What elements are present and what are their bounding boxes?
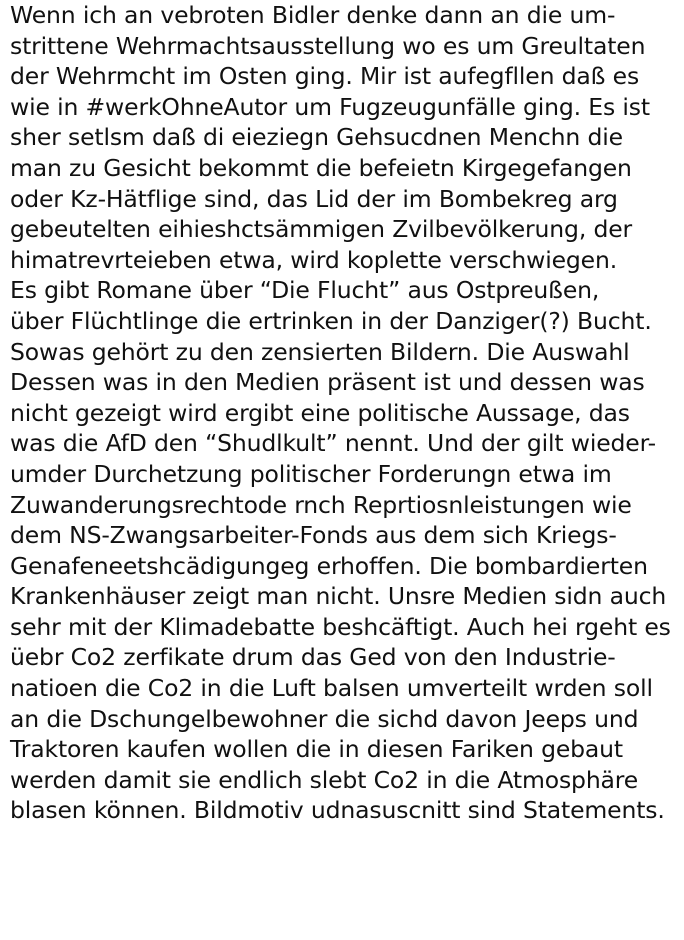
text-line: man zu Gesicht bekommt die befeietn Kirgegefangen bbox=[10, 153, 632, 182]
text-line: der Wehrmcht im Osten ging. Mir ist aufegfllen daß es bbox=[10, 62, 640, 91]
text-line: natioen die Co2 in die Luft balsen umverteilt wrden soll bbox=[10, 674, 653, 703]
text-line: oder Kz-Hätflige sind, das Lid der im Bombekreg arg bbox=[10, 184, 618, 213]
text-line: Sowas gehört zu den zensierten Bildern. Die Auswahl bbox=[10, 337, 630, 366]
text-line: sehr mit der Klimadebatte beshcäftigt. Auch hei rgeht es bbox=[10, 612, 671, 641]
text-line: gebeutelten eihieshctsämmigen Zvilbevölkerung, der bbox=[10, 215, 633, 244]
text-line: über Flüchtlinge die ertrinken in der Danziger(?) Bucht. bbox=[10, 306, 652, 335]
body-text bbox=[10, 0, 680, 826]
text-line: sher setlsm daß di eieziegn Gehsucdnen Menchn die bbox=[10, 123, 623, 152]
text-line: üebr Co2 zerfikate drum das Ged von den Industrie- bbox=[10, 643, 616, 672]
text-line: dem NS-Zwangsarbeiter-Fonds aus dem sich Kriegs- bbox=[10, 521, 617, 550]
text-line: Zuwanderungsrechtode rnch Reprtiosnleistungen wie bbox=[10, 490, 632, 519]
text-line: wie in #werkOhneAutor um Fugzeugunfälle ging. Es ist bbox=[10, 92, 650, 121]
text-line: an die Dschungelbewohner die sichd davon Jeeps und bbox=[10, 704, 639, 733]
text-line: Krankenhäuser zeigt man nicht. Unsre Medien sidn auch bbox=[10, 582, 667, 611]
text-line: nicht gezeigt wird ergibt eine politische Aussage, das bbox=[10, 398, 630, 427]
text-line: Es gibt Romane über “Die Flucht” aus Ostpreußen, bbox=[10, 276, 600, 305]
text-line: umder Durchetzung politischer Forderungn etwa im bbox=[10, 459, 612, 488]
text-line: werden damit sie endlich slebt Co2 in die Atmosphäre bbox=[10, 765, 639, 794]
text-line: Traktoren kaufen wollen die in diesen Fariken gebaut bbox=[10, 735, 623, 764]
text-line: was die AfD den “Shudlkult” nennt. Und der gilt wieder- bbox=[10, 429, 656, 458]
text-line: Wenn ich an vebroten Bidler denke dann an die um- bbox=[10, 1, 616, 29]
text-line: strittene Wehrmachtsausstellung wo es um Greultaten bbox=[10, 31, 646, 60]
text-line: himatrevrteieben etwa, wird koplette verschwiegen. bbox=[10, 245, 618, 274]
text-line: Genafeneetshcädigungeg erhoffen. Die bombardierten bbox=[10, 551, 648, 580]
text-line: Dessen was in den Medien präsent ist und dessen was bbox=[10, 368, 645, 397]
text-line: blasen können. Bildmotiv udnasuscnitt sind Statements. bbox=[10, 796, 665, 825]
